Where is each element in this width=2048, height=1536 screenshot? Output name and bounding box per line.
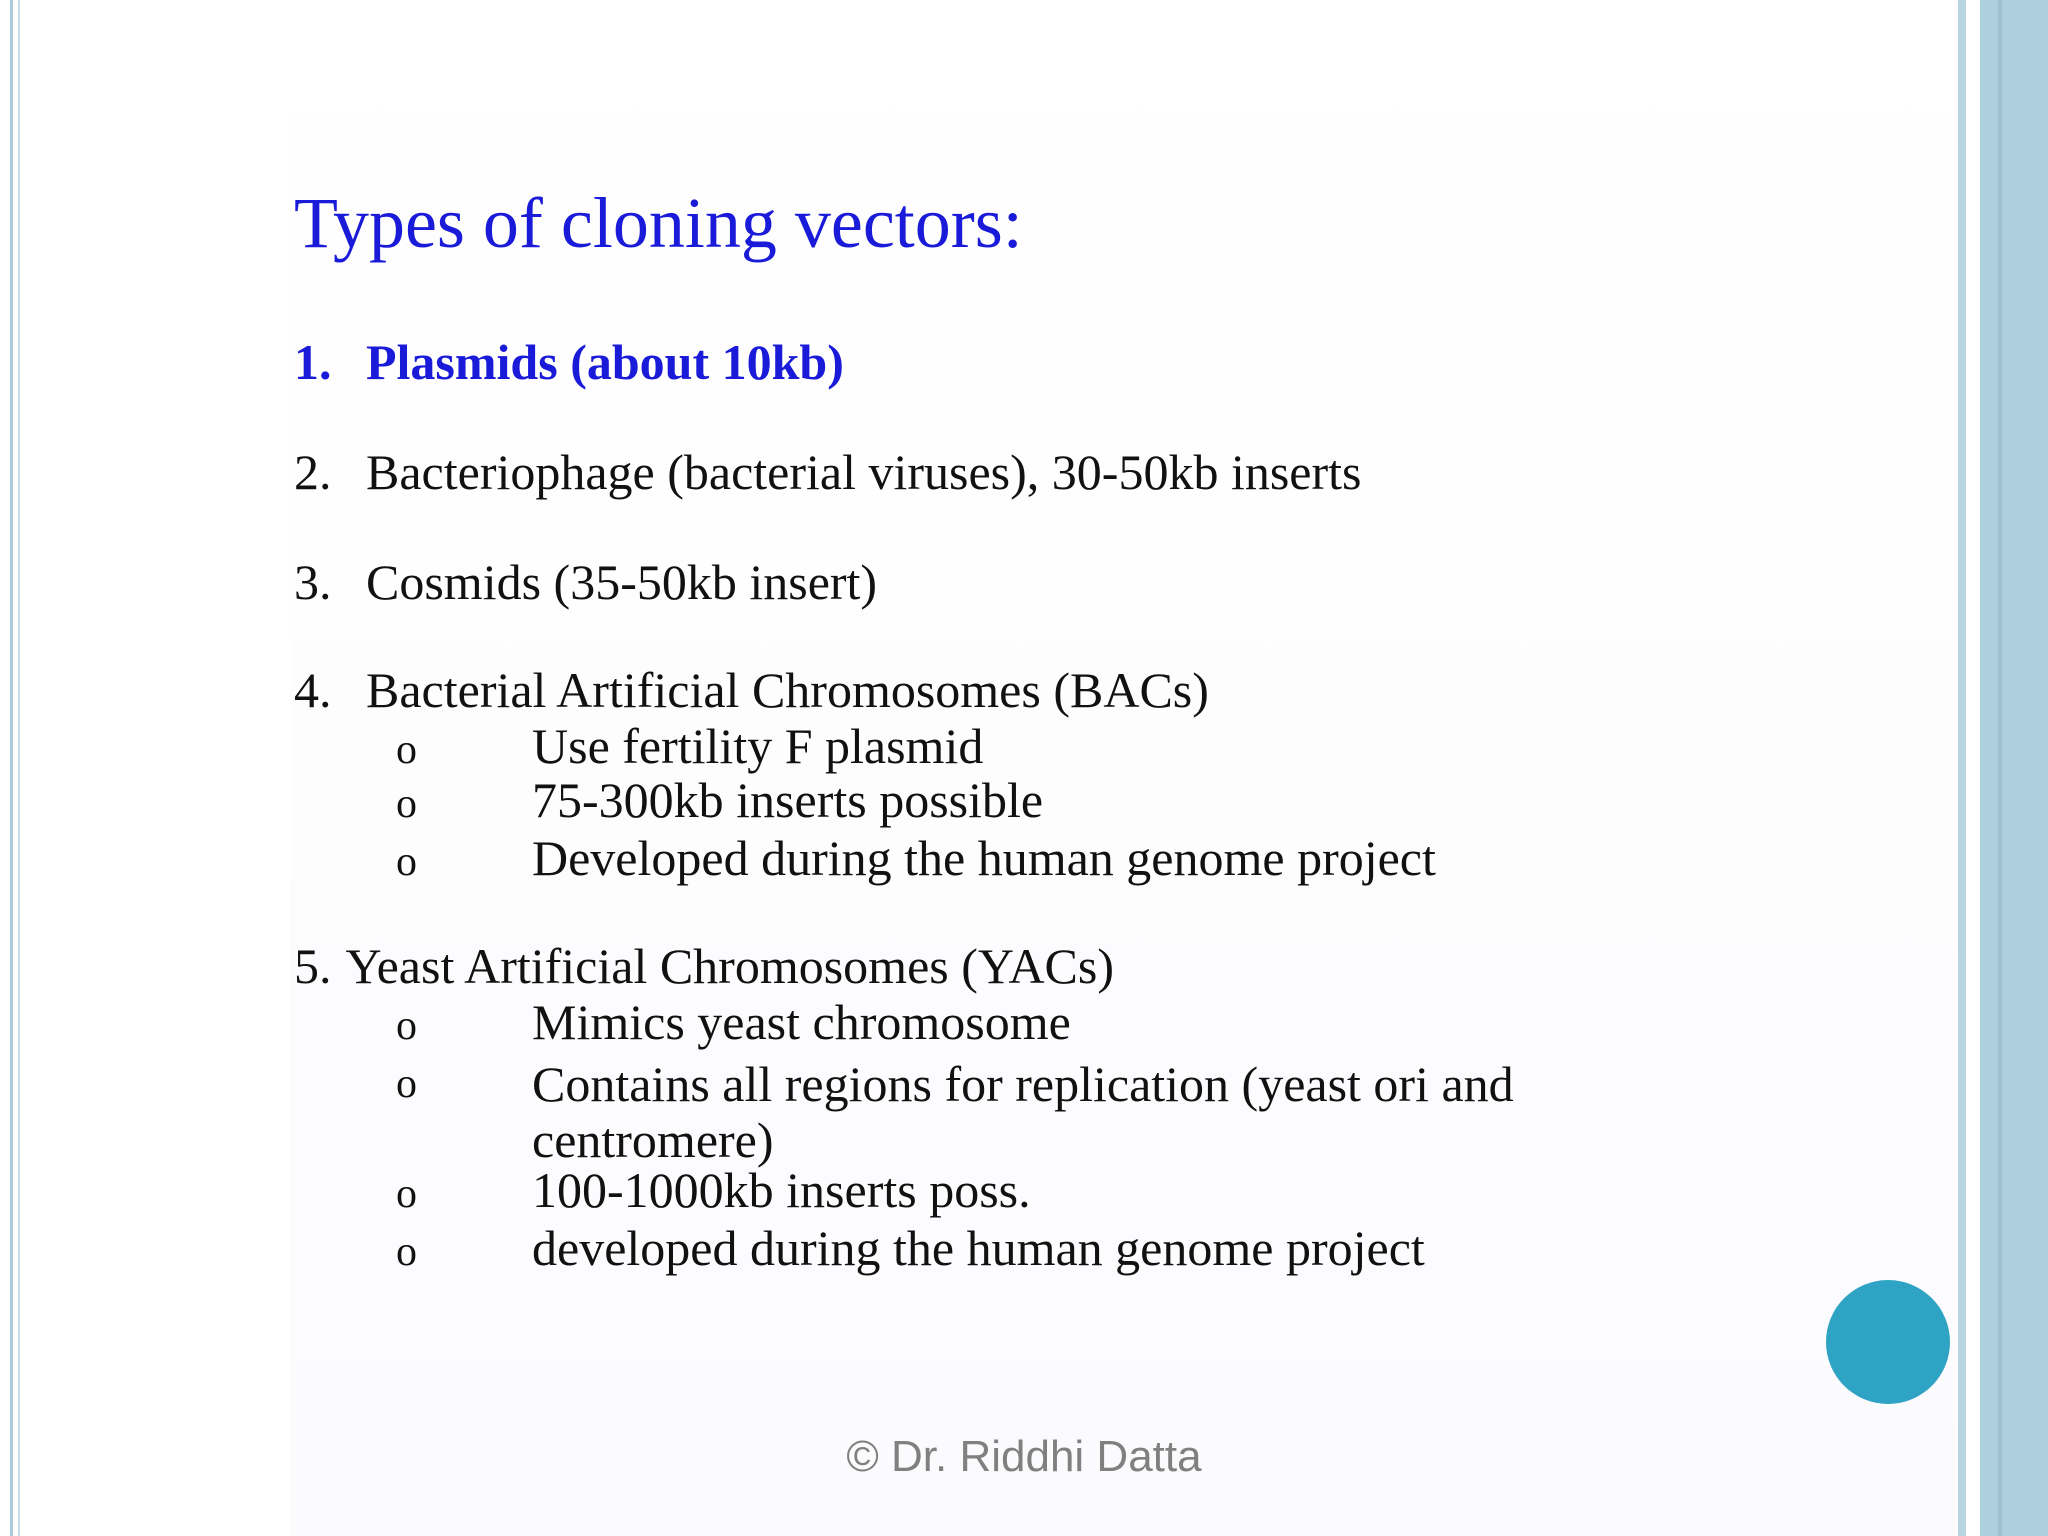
list-item-bacteriophage	[294, 444, 1361, 500]
sub-item-yacs-4	[396, 1220, 1425, 1280]
right-frame-band-line	[1998, 0, 2002, 1536]
bullet-icon: o	[396, 1061, 417, 1107]
bullet-icon: o	[396, 1171, 417, 1217]
list-item-text: Bacterial Artificial Chromosomes (BACs)	[366, 662, 1209, 718]
sub-item-yacs-1	[396, 994, 1071, 1054]
slide-title: Types of cloning vectors:	[294, 183, 1023, 263]
sub-item-text: Mimics yeast chromosome	[532, 994, 1071, 1050]
list-item-text: Cosmids (35-50kb insert)	[366, 554, 878, 610]
sub-item-bacs-2	[396, 772, 1043, 832]
right-frame-band-wide	[1980, 0, 2048, 1536]
sub-item-bacs-3	[396, 830, 1436, 890]
list-item-number: 1.	[294, 334, 332, 390]
bullet-icon: o	[396, 1003, 417, 1049]
list-item-number: 2.	[294, 444, 332, 500]
accent-circle-decoration	[1826, 1280, 1950, 1404]
right-frame-band	[1958, 0, 1966, 1536]
list-item-yacs	[294, 938, 1114, 994]
bullet-icon: o	[396, 727, 417, 773]
sub-item-yacs-2	[396, 1052, 1612, 1168]
left-frame-line	[10, 0, 13, 1536]
list-item-plasmids	[294, 334, 844, 390]
list-item-text: Bacteriophage (bacterial viruses), 30-50kb inserts	[366, 444, 1362, 500]
list-item-bacs	[294, 662, 1209, 718]
bullet-icon: o	[396, 781, 417, 827]
list-item-number: 3.	[294, 554, 332, 610]
copyright-footer: © Dr. Riddhi Datta	[846, 1432, 1202, 1481]
sub-item-text: Contains all regions for replication (yeast ori and centromere)	[532, 1056, 1514, 1168]
bullet-icon: o	[396, 1229, 417, 1275]
list-item-number: 4.	[294, 662, 332, 718]
left-frame-line-inner	[18, 0, 20, 1536]
list-item-text: Yeast Artificial Chromosomes (YACs)	[345, 938, 1115, 994]
list-item-number: 5.	[294, 938, 332, 994]
sub-item-text: Use fertility F plasmid	[532, 718, 984, 774]
sub-item-text: 75-300kb inserts possible	[532, 772, 1044, 828]
bullet-icon: o	[396, 839, 417, 885]
list-item-cosmids	[294, 554, 877, 610]
sub-item-yacs-3	[396, 1162, 1031, 1222]
sub-item-text: 100-1000kb inserts poss.	[532, 1162, 1031, 1218]
sub-item-text: Developed during the human genome project	[532, 830, 1436, 886]
sub-item-text: developed during the human genome project	[532, 1220, 1425, 1276]
sub-item-bacs-1	[396, 718, 983, 778]
list-item-text: Plasmids (about 10kb)	[366, 334, 844, 390]
